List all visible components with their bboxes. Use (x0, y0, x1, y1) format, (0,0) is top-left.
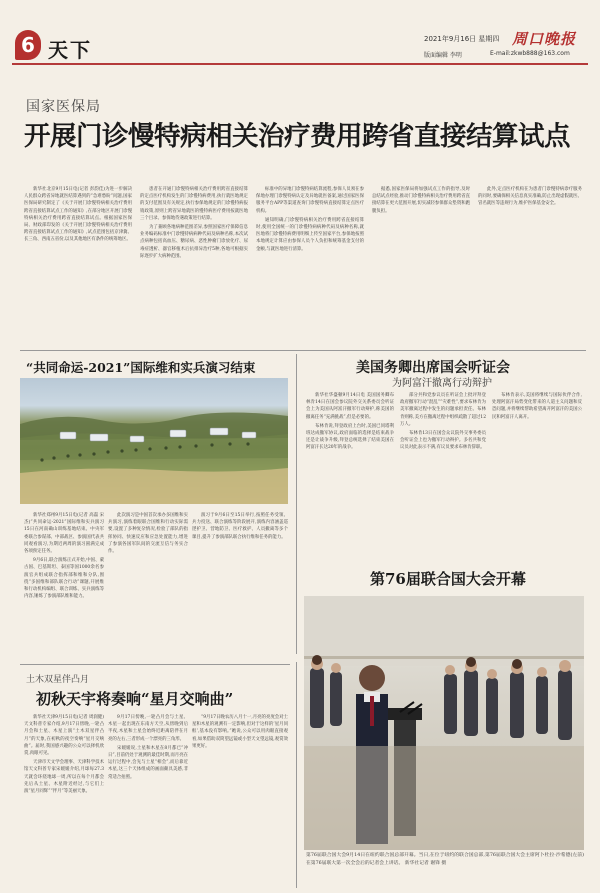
exercise-col-3 (192, 512, 288, 660)
exercise-col-2 (108, 512, 188, 660)
top-story-para-3: 为了兼顾各地病种范围差异,参照国家医疗保障信息业务编码标准中门诊慢特病病种代码及病种名称,本次试点病种包括高血压、糖尿病、恶性肿瘤门诊放化疗、尿毒症透析、器官移植术后抗排异治疗5种,各地可根据实际逐步扩大病种范围。 (140, 225, 248, 259)
exercise-scene-illustration (20, 378, 288, 504)
section-title: 天下 (48, 38, 92, 62)
divider-vertical-2 (296, 662, 297, 888)
us-headline: 美国务卿出席国会听证会 (356, 360, 510, 376)
top-story-para-4: 标准中的异地门诊慢特病结算流程,参保人员须在参保地办理门诊慢特病认定及异地就医备案,通过国家医保服务平台APP等渠道查询门诊慢特病直接结算定点医疗机构。 (256, 187, 364, 214)
top-story-kicker: 国家医保局 (26, 99, 101, 115)
us-para-4: 布林肯13日在国会众议院外交事务委员会听证会上也为撤军行动辩护。多名共和党议员对此表示不满,有议员要求布林肯辞职。 (400, 431, 486, 451)
astro-col-2 (108, 714, 188, 886)
top-story-para-7: 此外,定点医疗机构在为患者门诊慢特病诊疗服务的同时,要确保相关信息真实准确,防止出现虚假就医、冒名就医等违规行为,维护医保基金安全。 (478, 187, 582, 207)
email: E-mail:zkwb888@163.com (490, 50, 570, 57)
un-headline: 第76届联合国大会开幕 (370, 570, 526, 588)
paper-logo: 周口晚报 (512, 30, 577, 48)
us-col-3 (492, 392, 582, 562)
exercise-para-3: 此次演习是中国首次承办多国维和实兵演习,演练着眼联合国维和行动实际需要,设置了多种复杂情况,检验了部队的指挥协同、快速反应和应急处置能力,增进了参演各国军队间的交流互信与务实合作。 (108, 513, 188, 555)
exercise-para-2: 9月6日,联合演练正式开始,中国、蒙古国、巴基斯坦、泰国等国1000余名参演官兵组成联合指挥部和维和分队,围绕“多国维和部队联合行动”课题,开展维和行动机构编组、联合训练、实兵演练等内容,锤炼了参演部队维和能力。 (24, 558, 104, 600)
exercise-para-1: 新华社郑州9月15日电(记者 高磊 宋 杰)“共同命运-2021”国际维和实兵演习15日在河南确山训练基地结束。中央军委联合参谋部、中部战区、参演国代表共同观看演习,为期近两周的演习圆满完成各项预定任务。 (24, 513, 104, 555)
us-para-2: 布林肯说,拜登政府上台时,美国已同塔利班达成撤军协议,政府面临的选择是结束战争还是让战争升级,拜登总统选择了结束美国在阿富汗长达20年的战争。 (306, 423, 394, 451)
exercise-para-4: 演习于9月6日至15日举行,按照任务受领、兵力投送、联合演练等阶段展开,演练内容涵盖巡逻护卫、营地防卫、医疗救护、人员撤离等多个课目,提升了参演部队联合执行维和任务的能力。 (192, 513, 288, 540)
top-story-col-1 (24, 186, 132, 344)
un-photo (304, 596, 584, 850)
masthead (0, 0, 600, 66)
us-para-3: 部分共和党参议员在听证会上批评拜登政府撤军行动“混乱”“灾难性”,要求布林肯为美军撤离过程中发生的问题承担责任。布林肯则称,美方在撤离过程中组织疏散了超过12万人。 (400, 393, 486, 427)
us-para-1: 新华社华盛顿9月14日电 美国国务卿布林肯14日在国会参议院外交关系委员会听证会上为美国从阿富汗撤军行动辩护,称美国的撤离任务“充满挑战”,但是必要的。 (306, 393, 394, 420)
page-number: 6 (21, 33, 35, 57)
top-story-para-5: 通知明确,门诊慢特病相关治疗费用跨省直接结算时,使用全国统一的门诊慢特病病种代码及病种名称,就医地将门诊慢特病费用明细上传至国家平台,参保地按照本地规定计算应由参保人员个人负担和统筹基金支付的金额,与就医地进行清算。 (256, 217, 364, 252)
exercise-photo (20, 378, 288, 504)
exercise-headline: “共同命运-2021”国际维和实兵演习结束 (26, 360, 256, 375)
astro-para-2: 天津市天文学会理事、天津科学技术馆天文科普专家宋媛媛介绍,月球每27.3天就会环绕地球一周,所以在每个月都会先后从土星、木星附近经过,与它们上演“星月同辉”“伴月”等美丽天象。 (24, 760, 104, 795)
top-story-para-1: 新华社北京9月15日电(记者 彭韵佳)为进一步解决人民群众跨省异地就医结算遇到的“急难愁盼”问题,国家医保局研究制定了《关于开展门诊慢特病相关治疗费用跨省直接结算试点工作的通知》,在部分地区开展门诊慢特病相关治疗费用跨省直接结算试点。根据国家医保局、财政部印发的《关于开展门诊慢特病相关治疗费用跨省直接结算试点工作的通知》,试点范围包括京津冀、长三角、西南五省份,以及其他地区有条件的统筹地区。 (24, 187, 132, 243)
astro-para-5: “9月17日晚农历八月十一,月亮的亮度会对土星和木星的观测有一定影响,但对于这样的‘星月同框’,基本没有影响。”她说,公众可以用肉眼直接观看,如果借助双筒望远镜或小型天文望远镜,观赏效果更好。 (192, 715, 288, 749)
top-story-para-2: 患者在开通门诊慢特病相关治疗费用跨省直接结算的定点医疗机构发生的门诊慢特病费用,执行就医地规定的支付范围及有关规定,执行参保地规定的门诊慢特病报销政策,原则上跨省异地就医的慢特病医疗费用按就医地三个目录、参保地待遇政策进行结算。 (140, 187, 248, 221)
astro-para-3: 9月17日傍晚,一轮凸月会与土星、木星一起出现在东南方天空,从傍晚到后半夜,木星和土星会始终近距离陪伴在月亮的左右,三者形成一个漂亮的三角形。 (108, 715, 188, 742)
us-para-5: 布林肯表示,美国将继续与国际伙伴合作,处理阿富汗局势变化带来的人道主义问题和反恐问题,并将继续帮助希望离开阿富汗的美国公民和阿富汗人离开。 (492, 393, 582, 420)
us-col-2 (400, 392, 486, 562)
top-story-para-6: 据悉,国家医保局将加强试点工作的指导,及时总结试点经验,推动门诊慢特病相关治疗费用跨省直接结算在更大范围开展,切实减轻参保群众垫资和跑腿负担。 (372, 187, 470, 214)
us-col-1 (306, 392, 394, 562)
un-scene-illustration (304, 596, 584, 850)
astro-col-3 (192, 714, 288, 886)
top-story-headline: 开展门诊慢特病相关治疗费用跨省直接结算试点 (24, 121, 570, 152)
date-line: 2021年9月16日 星期四 (424, 35, 500, 43)
un-caption: 第76届联合国大会9月14日在纽约联合国总部开幕。当日,在位于纽约的联合国总部,第76届联合国大会主席阿卜杜拉·沙希德(左前)在第76届联大第一次全会后的记者会上讲话。 新华社记者 谢锋 摄 (306, 853, 584, 866)
astro-para-4: 宋媛媛说,土星和木星在8月都已“冲日”,目前仍处于观测的最佳时期,而月亮在运行过程中,会先与土星“相会”,而后靠近木星,这三个天体组成的画面颇具美感,非常适合拍照。 (108, 745, 188, 780)
top-story-col-3 (256, 186, 364, 344)
astro-headline: 初秋天宇将奏响“星月交响曲” (36, 690, 234, 708)
editor-line: 版面编辑 李明 (424, 52, 462, 59)
us-subhead: 为阿富汗撤离行动辩护 (392, 378, 492, 389)
top-story-col-2 (140, 186, 248, 344)
astro-col-1 (24, 714, 104, 886)
divider-horizontal-1 (20, 350, 586, 351)
divider-vertical-1 (296, 354, 297, 654)
exercise-col-1 (24, 512, 104, 660)
astro-para-1: 新华社天津9月15日电(记者 周润健)天文科普专家介绍,9月17日傍晚,一轮凸月会和土星、木星上演“土木双星伴凸月”的天象,在初秋的夜空奏响“星月交响曲”。届时,我国感兴趣的公众可以择机欣赏,肉眼可见。 (24, 715, 104, 757)
divider-horizontal-2 (20, 664, 290, 665)
astro-kicker: 土木双星伴凸月 (26, 675, 90, 685)
top-story-col-5 (478, 186, 582, 344)
top-story-col-4 (372, 186, 470, 344)
page-number-badge (15, 30, 41, 60)
masthead-rule (12, 63, 588, 65)
